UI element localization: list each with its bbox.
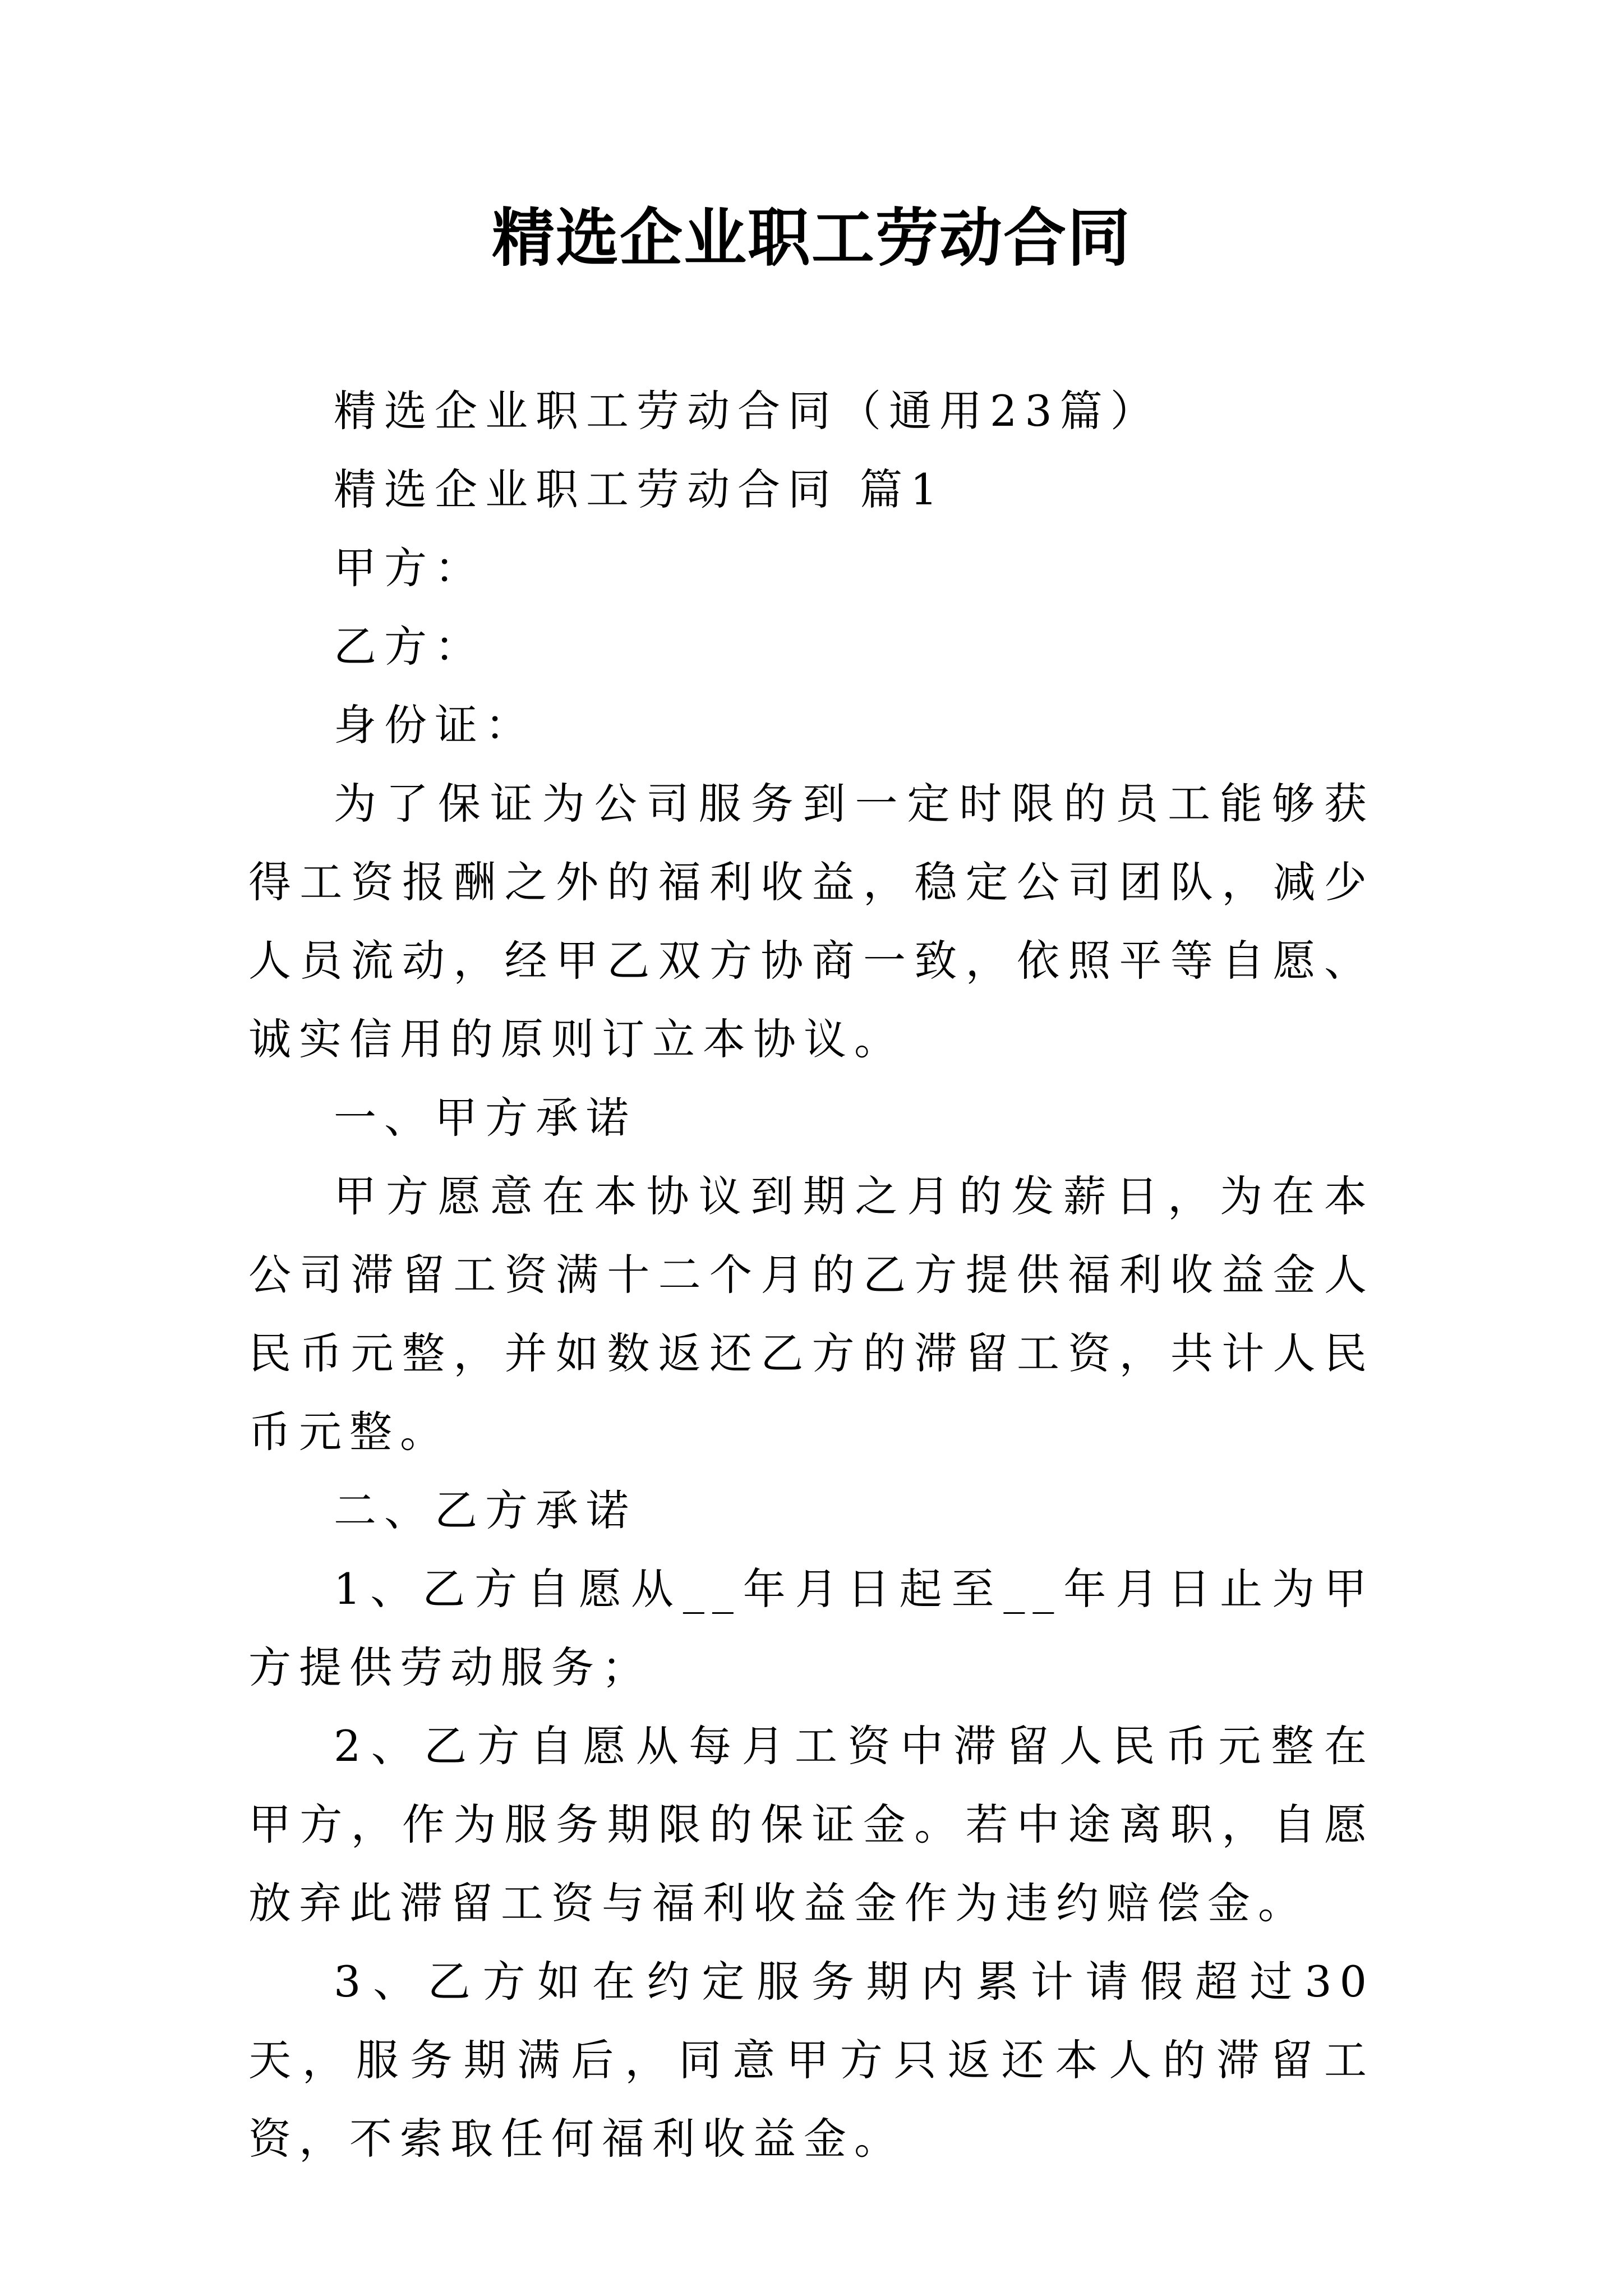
clause-1-paragraph: 1、乙方自愿从__年月日起至__年月日止为甲方提供劳动服务； [248, 1564, 1375, 1692]
document-body [248, 372, 1375, 2178]
section-heading: 精选企业职工劳动合同 篇1 [334, 464, 946, 514]
clause-3-paragraph: 3、乙方如在约定服务期内累计请假超过30天，服务期满后，同意甲方只返还本人的滞留工资，不索取任何福利收益金。 [248, 1957, 1375, 2164]
party-b-commitment-heading: 二、乙方承诺 [334, 1485, 637, 1535]
party-a-commitment-paragraph: 甲方愿意在本协议到期之月的发薪日，为在本公司滞留工资满十二个月的乙方提供福利收益金人民币元整，并如数返还乙方的滞留工资，共计人民币元整。 [248, 1171, 1375, 1457]
party-a-field: 甲方： [334, 543, 485, 593]
intro-paragraph: 为了保证为公司服务到一定时限的员工能够获得工资报酬之外的福利收益，稳定公司团队，减少人员流动，经甲乙双方协商一致，依照平等自愿、诚实信用的原则订立本协议。 [248, 779, 1375, 1064]
clause-2-paragraph: 2、乙方自愿从每月工资中滞留人民币元整在甲方，作为服务期限的保证金。若中途离职，自愿放弃此滞留工资与福利收益金作为违约赔偿金。 [248, 1721, 1375, 1928]
document-title: 精选企业职工劳动合同 [492, 201, 1131, 275]
party-b-field: 乙方： [334, 622, 485, 671]
subtitle-paragraph: 精选企业职工劳动合同（通用23篇） [334, 386, 1161, 436]
party-a-commitment-heading: 一、甲方承诺 [334, 1093, 637, 1143]
id-card-field: 身份证： [334, 700, 536, 750]
